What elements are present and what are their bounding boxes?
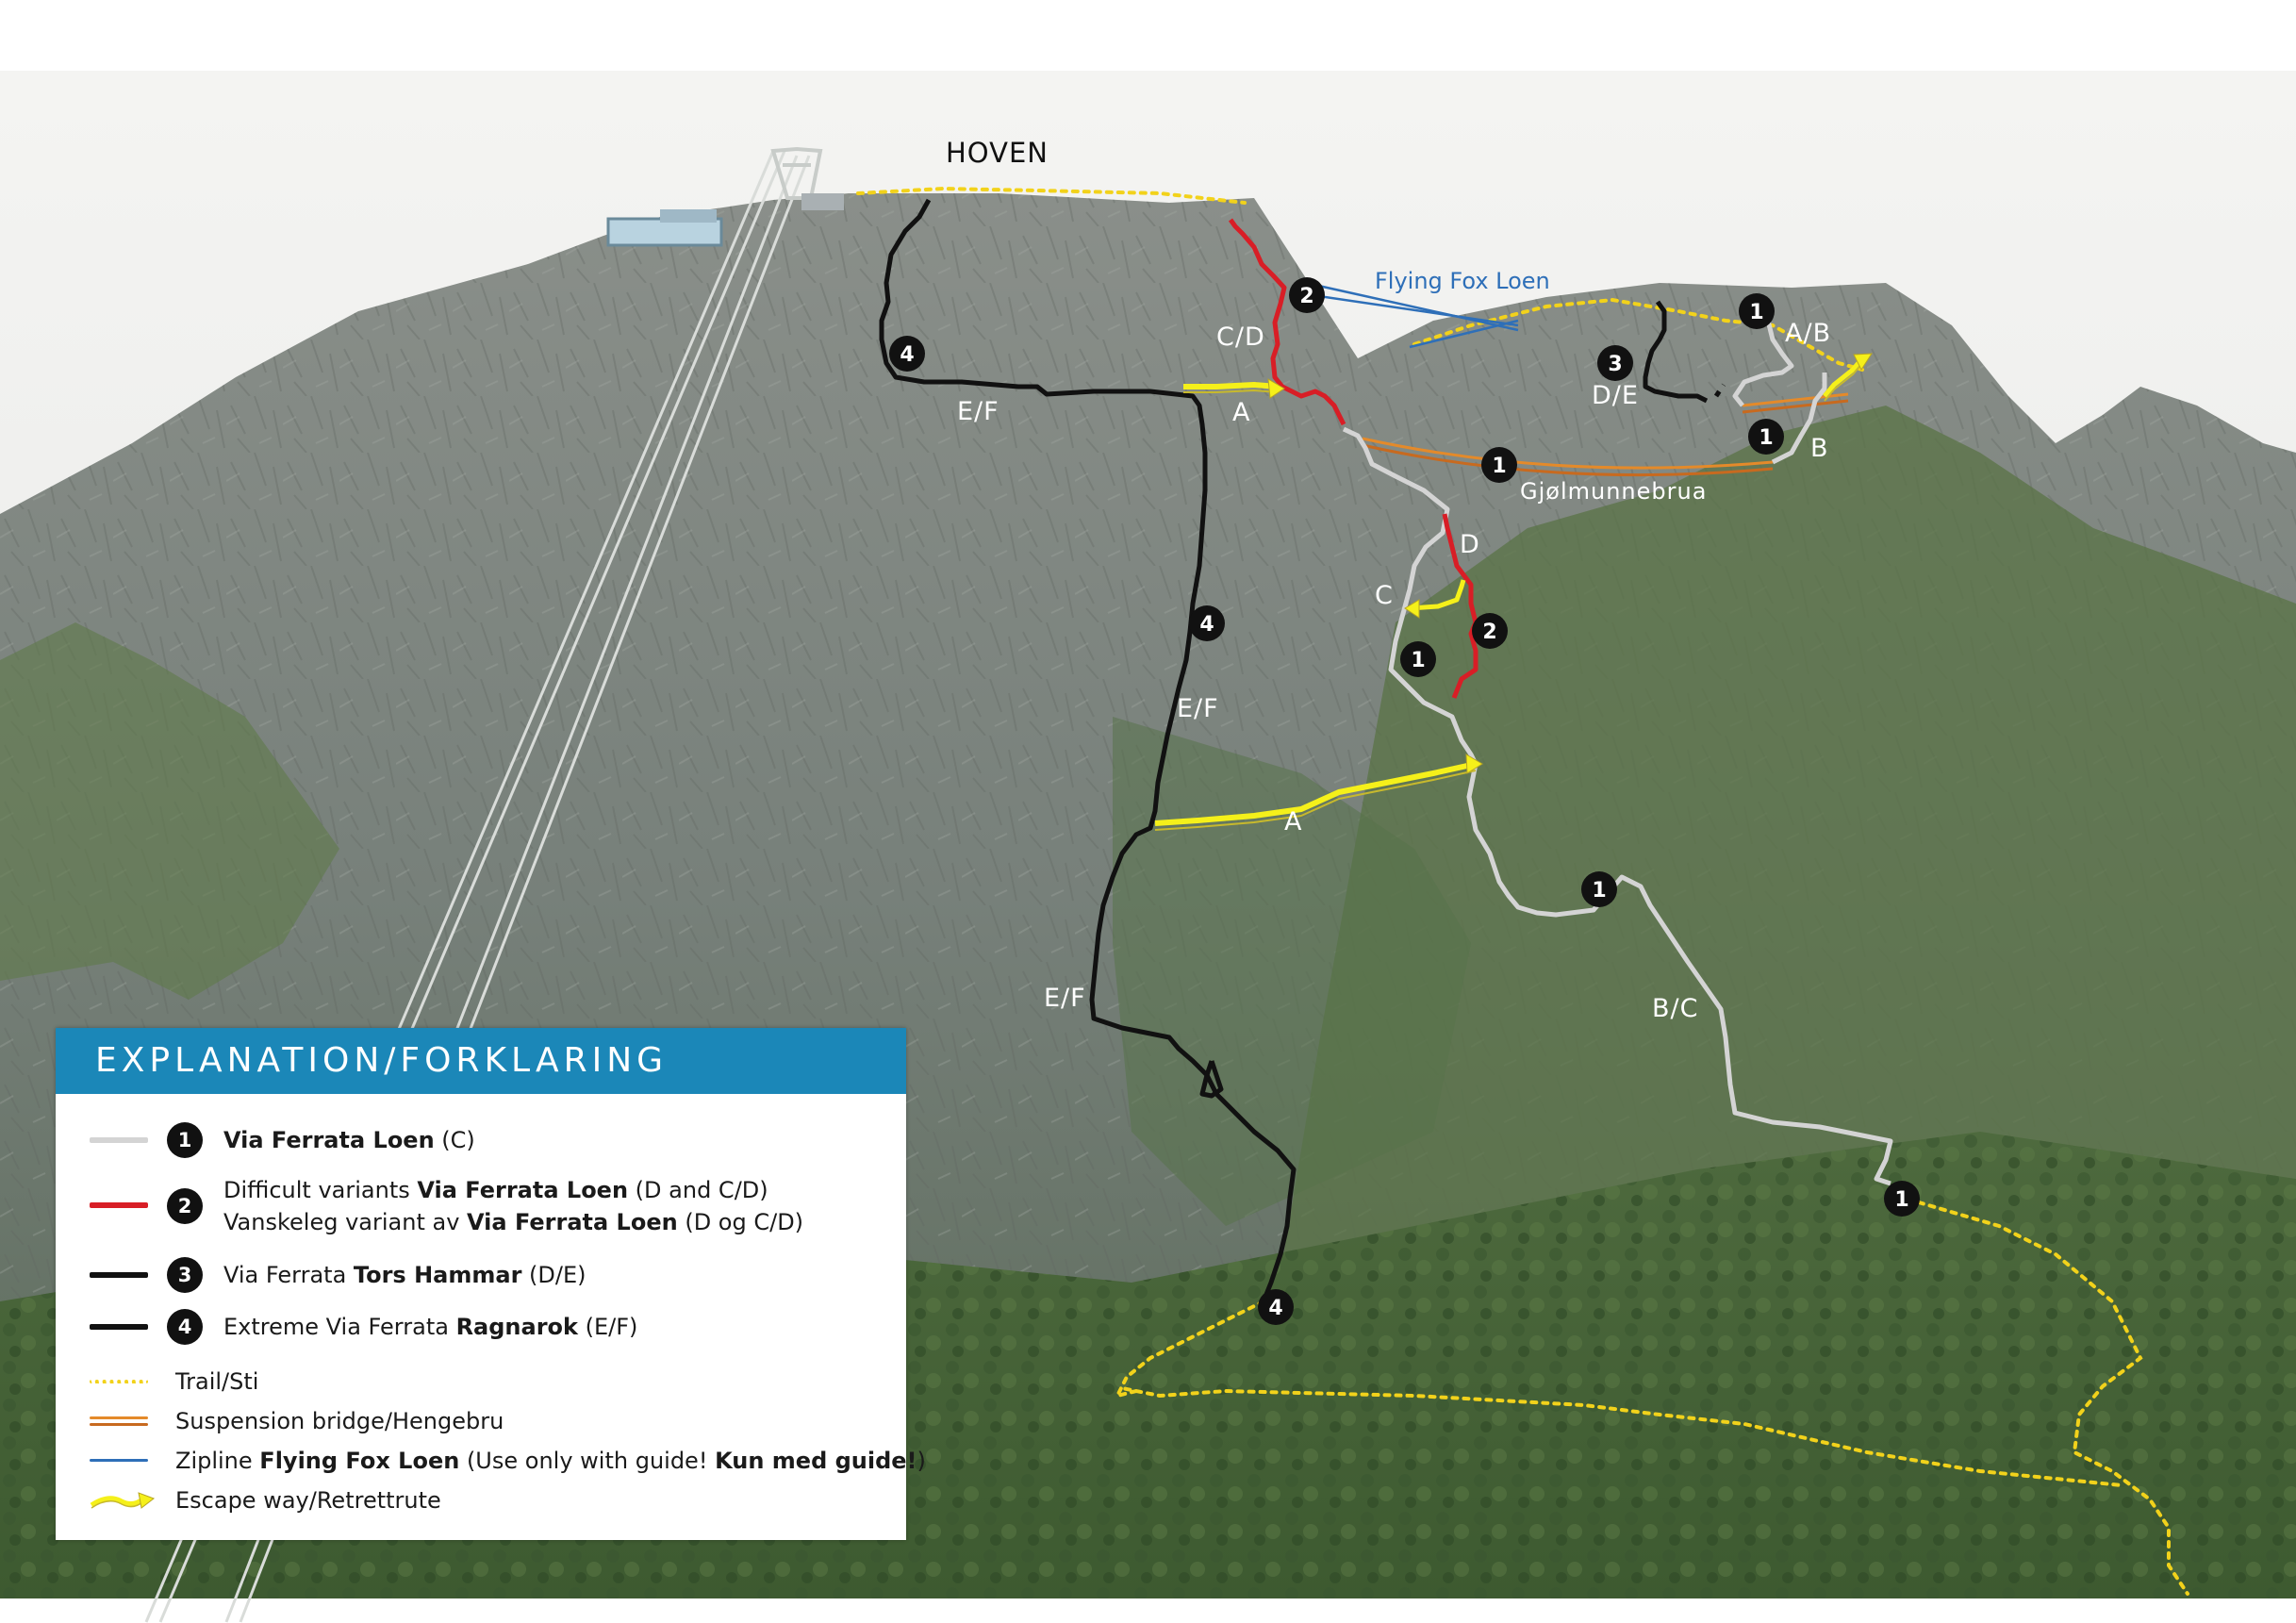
badge (1597, 345, 1633, 381)
legend-line-black (90, 1272, 148, 1278)
svg-text:1: 1 (1411, 649, 1426, 672)
svg-text:4: 4 (1268, 1297, 1283, 1320)
legend-badge: 1 (167, 1122, 203, 1158)
route-label: A (1232, 398, 1251, 427)
svg-text:3: 3 (1608, 353, 1623, 376)
legend-badge: 2 (167, 1188, 203, 1224)
legend-text: Via Ferrata Loen (C) (223, 1127, 475, 1153)
legend-badge: 4 (167, 1309, 203, 1345)
badge (1739, 293, 1775, 329)
route-label: A/B (1785, 319, 1832, 348)
summit-label: HOVEN (946, 137, 1049, 169)
legend-text: Trail/Sti (175, 1368, 259, 1395)
svg-text:1: 1 (1749, 301, 1764, 324)
svg-text:2: 2 (1482, 621, 1497, 644)
svg-text:4: 4 (900, 343, 915, 367)
legend-line-bridge-2 (90, 1423, 148, 1426)
badge (1481, 447, 1517, 483)
zipline-label: Flying Fox Loen (1375, 268, 1550, 294)
badge (1748, 419, 1784, 455)
svg-text:1: 1 (1894, 1188, 1909, 1212)
route-label: B/C (1652, 994, 1699, 1023)
legend-line-bridge (90, 1416, 148, 1419)
legend-line-trail (90, 1380, 148, 1383)
svg-text:1: 1 (1592, 879, 1607, 903)
legend-text: Difficult variants Via Ferrata Loen (D and C/D) (223, 1177, 768, 1203)
legend-text: Zipline Flying Fox Loen (Use only with guide! Kun med guide!) (175, 1448, 926, 1474)
svg-text:1: 1 (1492, 455, 1507, 478)
route-label: D (1460, 530, 1480, 559)
legend-text: Extreme Via Ferrata Ragnarok (E/F) (223, 1314, 638, 1340)
escape-arrow-icon (90, 1490, 156, 1513)
legend-line-grey (90, 1137, 148, 1143)
route-label: E/F (957, 397, 999, 426)
route-label: E/F (1177, 694, 1219, 723)
legend-text: Suspension bridge/Hengebru (175, 1408, 504, 1434)
badge (1400, 641, 1436, 677)
bridge-label: Gjølmunnebrua (1520, 478, 1708, 505)
svg-text:1: 1 (1759, 426, 1774, 450)
legend-panel (56, 1028, 926, 1540)
route-label: D/E (1592, 381, 1639, 410)
route-label: A (1284, 807, 1303, 836)
badge (1189, 605, 1225, 641)
route-label: C/D (1216, 323, 1265, 352)
badge (1258, 1289, 1294, 1325)
route-label: E/F (1044, 984, 1086, 1013)
badge (1472, 613, 1508, 649)
legend-text-line2: Vanskeleg variant av Via Ferrata Loen (D og C/D) (223, 1209, 804, 1235)
route-label: C (1375, 581, 1394, 610)
badge (1289, 277, 1325, 313)
legend-title: EXPLANATION/FORKLARING (56, 1028, 906, 1094)
badge (1884, 1181, 1920, 1217)
svg-text:4: 4 (1199, 613, 1214, 637)
badge (889, 336, 925, 372)
legend-badge: 3 (167, 1257, 203, 1293)
legend-line-black (90, 1324, 148, 1330)
legend-text: Via Ferrata Tors Hammar (D/E) (223, 1262, 586, 1288)
route-label: B (1810, 434, 1829, 463)
legend-text: Escape way/Retrettrute (175, 1487, 441, 1514)
badge (1581, 871, 1617, 907)
legend-line-zipline (90, 1459, 148, 1462)
svg-text:2: 2 (1299, 285, 1314, 308)
legend-line-red (90, 1202, 148, 1208)
